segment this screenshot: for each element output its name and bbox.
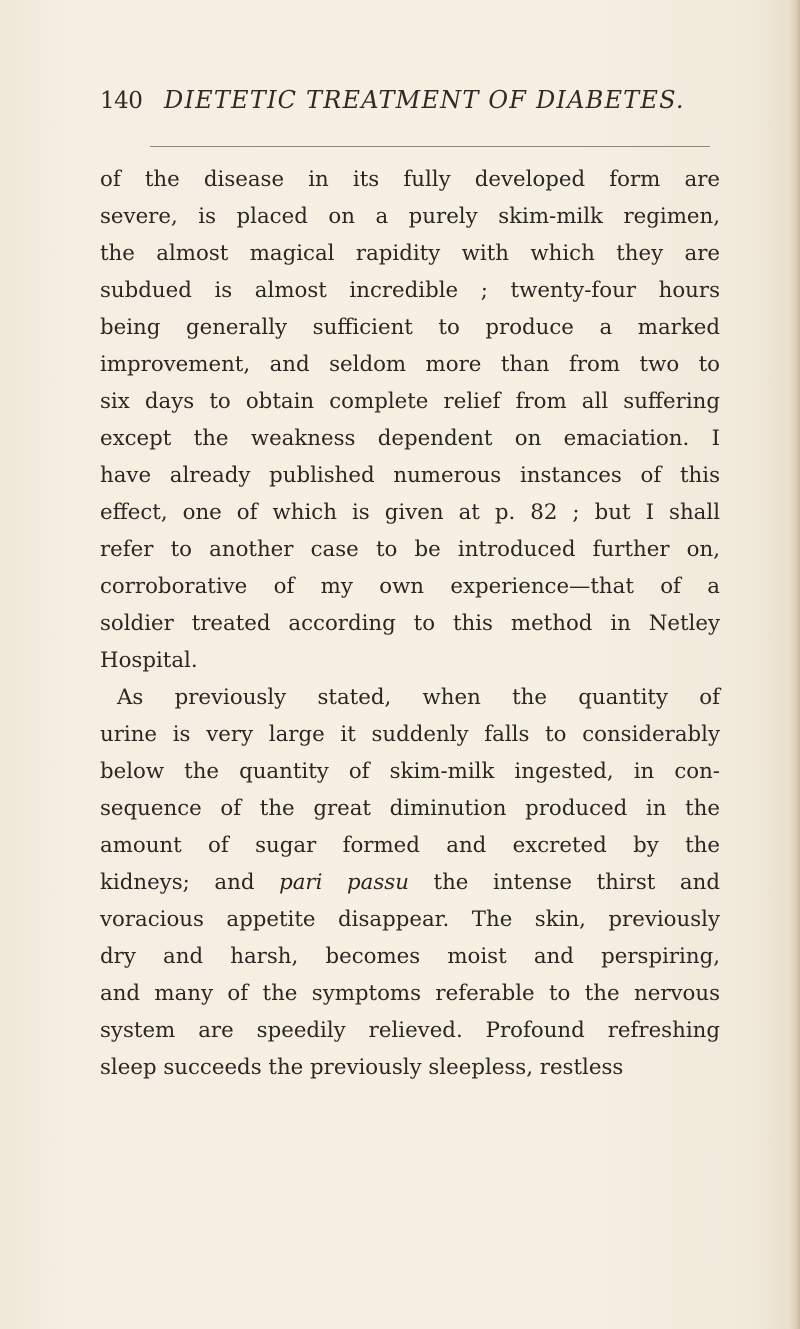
text-line: system are speedily relieved. Profound refreshing (100, 1018, 720, 1043)
text-line: severe, is placed on a purely skim-milk regimen, (100, 204, 720, 229)
header-rule (150, 146, 710, 147)
page-header (100, 88, 720, 128)
text-line: refer to another case to be introduced further on, (100, 537, 720, 562)
text-line: corroborative of my own experience—that of a (100, 574, 720, 599)
text-line: soldier treated according to this method in Netley (100, 611, 720, 636)
text-line: subdued is almost incredible ; twenty-four hours (100, 278, 720, 303)
text-line: of the disease in its fully developed form are (100, 167, 720, 192)
text-line: being generally sufficient to produce a marked (100, 315, 720, 340)
text-line: voracious appetite disappear. The skin, previously (100, 907, 720, 932)
text-line: As previously stated, when the quantity of (117, 685, 720, 710)
text-line: effect, one of which is given at p. 82 ; but I shall (100, 500, 720, 525)
text-line: the almost magical rapidity with which they are (100, 241, 720, 266)
text-line: amount of sugar formed and excreted by the (100, 833, 720, 858)
text-line-mixed (100, 864, 720, 901)
body-text (100, 161, 720, 1086)
running-title: DIETETIC TREATMENT OF DIABETES. (164, 86, 685, 114)
text-segment: the intense thirst and (433, 870, 720, 895)
text-line: Hospital. (100, 648, 198, 673)
text-line: urine is very large it suddenly falls to considerably (100, 722, 720, 747)
text-line: except the weakness dependent on emaciation. I (100, 426, 720, 451)
text-line: dry and harsh, becomes moist and perspiring, (100, 944, 720, 969)
text-segment: kidneys; and (100, 870, 255, 895)
text-line: six days to obtain complete relief from all suffering (100, 389, 720, 414)
text-line: below the quantity of skim-milk ingested, in con- (100, 759, 720, 784)
text-line: improvement, and seldom more than from two to (100, 352, 720, 377)
page-number: 140 (100, 88, 143, 114)
text-line: sleep succeeds the previously sleepless, restless (100, 1055, 624, 1080)
text-line: and many of the symptoms referable to the nervous (100, 981, 720, 1006)
text-line: have already published numerous instances of this (100, 463, 720, 488)
page-edge-shadow (790, 0, 800, 1329)
text-line: sequence of the great diminution produced in the (100, 796, 720, 821)
italic-phrase: pari passu (279, 870, 409, 895)
